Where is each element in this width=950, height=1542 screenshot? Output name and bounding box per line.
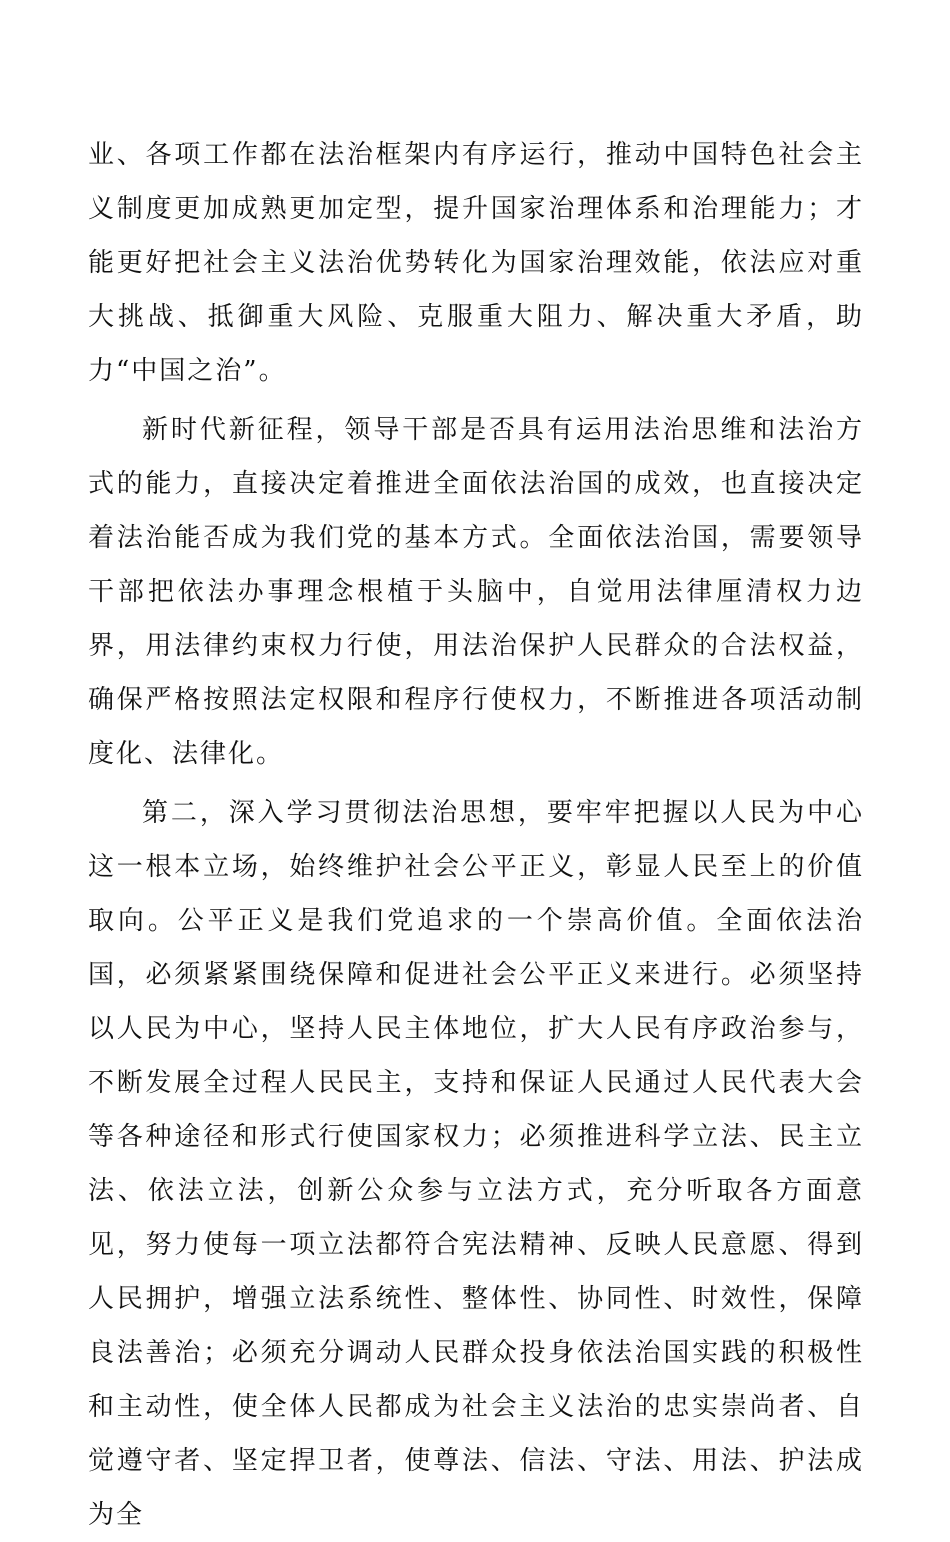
paragraph-leaders-rule-of-law: 新时代新征程，领导干部是否具有运用法治思维和法治方式的能力，直接决定着推进全面依法治国的成效，也直接决定着法治能否成为我们党的基本方式。全面依法治国，需要领导干部把依法办事理念根植于头脑中，自觉用法律厘清权力边界，用法律约束权力行使，用法治保护人民群众的合法权益，确保严格按照法定权限和程序行使权力，不断推进各项活动制度化、法律化。	[88, 415, 864, 769]
document-body	[88, 128, 864, 1542]
paragraph-continuation: 业、各项工作都在法治框架内有序运行，推动中国特色社会主义制度更加成熟更加定型，提升国家治理体系和治理能力；才能更好把社会主义法治优势转化为国家治理效能，依法应对重大挑战、抵御重大风险、克服重大阻力、解决重大矛盾，助力“中国之治”。	[88, 140, 864, 386]
paragraph-second-point: 第二，深入学习贯彻法治思想，要牢牢把握以人民为中心这一根本立场，始终维护社会公平正义，彰显人民至上的价值取向。公平正义是我们党追求的一个崇高价值。全面依法治国，必须紧紧围绕保障和促进社会公平正义来进行。必须坚持以人民为中心，坚持人民主体地位，扩大人民有序政治参与，不断发展全过程人民民主，支持和保证人民通过人民代表大会等各种途径和形式行使国家权力；必须推进科学立法、民主立法、依法立法，创新公众参与立法方式，充分听取各方面意见，努力使每一项立法都符合宪法精神、反映人民意愿、得到人民拥护，增强立法系统性、整体性、协同性、时效性，保障良法善治；必须充分调动人民群众投身依法治国实践的积极性和主动性，使全体人民都成为社会主义法治的忠实崇尚者、自觉遵守者、坚定捍卫者，使尊法、信法、守法、用法、护法成为全	[88, 798, 864, 1530]
